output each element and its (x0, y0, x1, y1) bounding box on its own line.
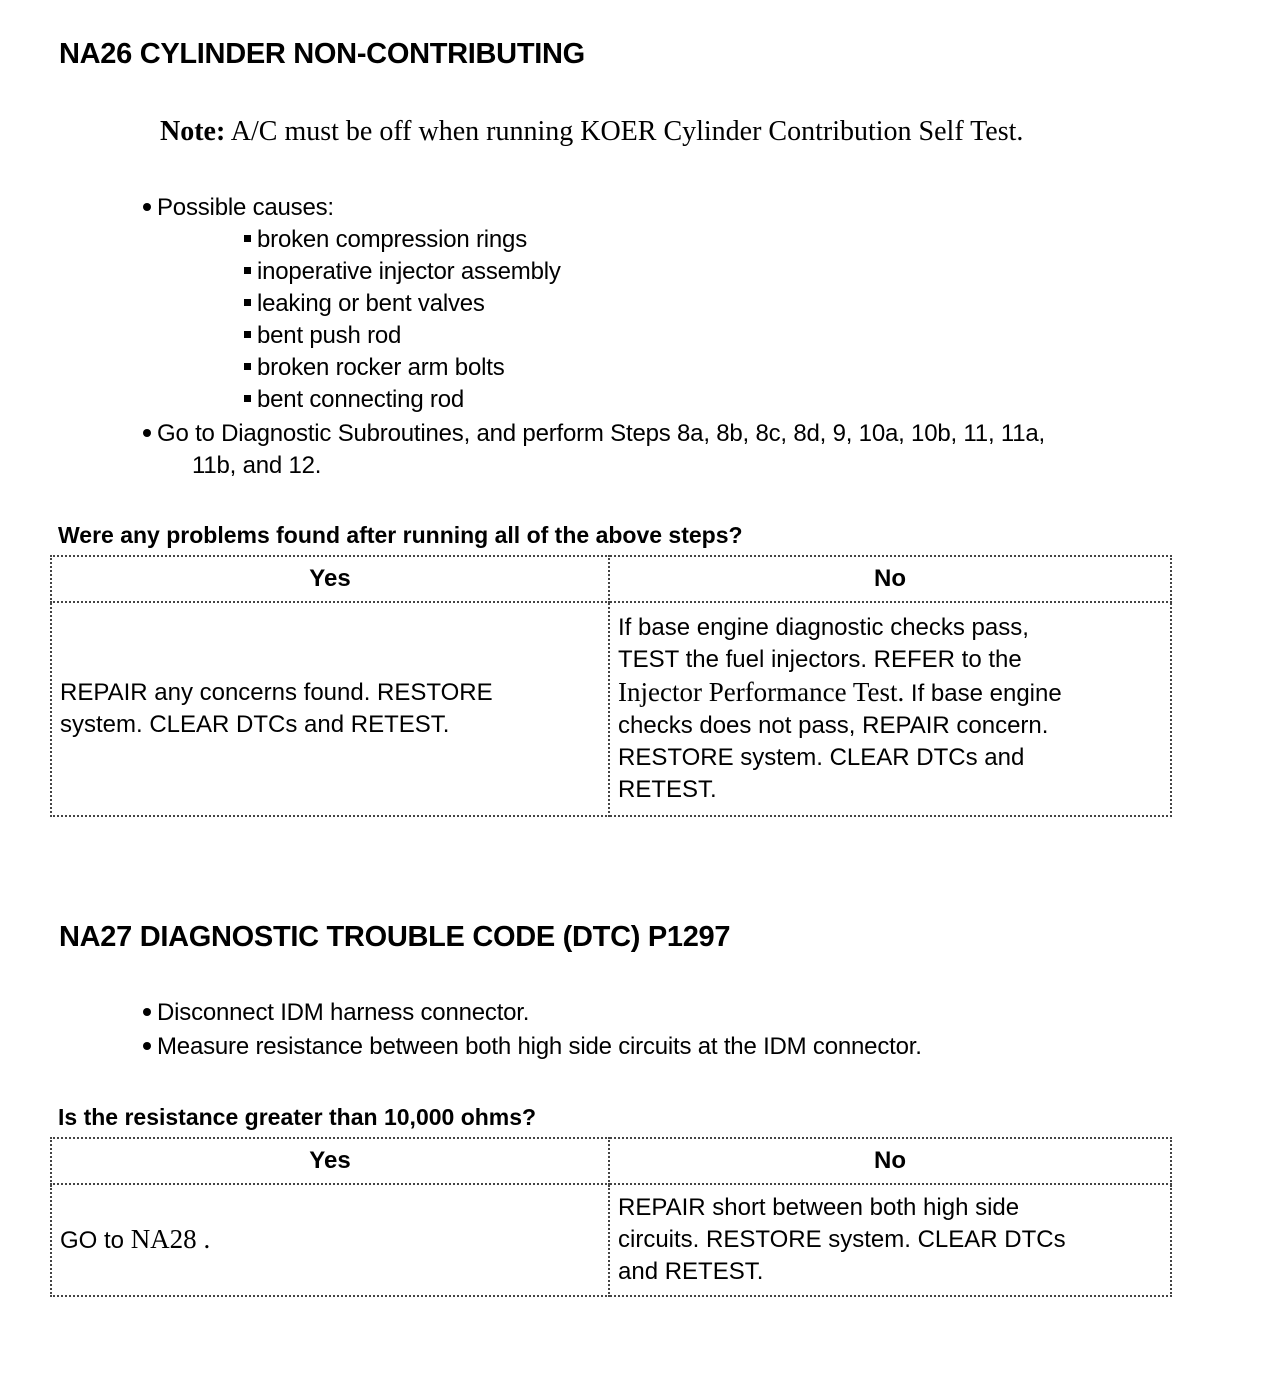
injector-performance-test-link[interactable]: Injector Performance Test. (618, 677, 905, 707)
no-cell: REPAIR short between both high side circuits. RESTORE system. CLEAR DTCs and RETEST. (609, 1184, 1171, 1296)
yes-cell: REPAIR any concerns found. RESTORE system. CLEAR DTCs and RETEST. (51, 602, 609, 816)
list-item-diagnostic-subroutines: Go to Diagnostic Subroutines, and perform Steps 8a, 8b, 8c, 8d, 9, 10a, 10b, 11, 11a, (143, 418, 1045, 450)
bullet-icon (143, 429, 151, 437)
list-item: broken compression rings (244, 224, 561, 256)
square-bullet-icon (244, 267, 251, 274)
list-item: Measure resistance between both high side circuits at the IDM connector. (143, 1031, 922, 1063)
bullet-icon (143, 203, 151, 211)
list-item: broken rocker arm bolts (244, 352, 561, 384)
square-bullet-icon (244, 331, 251, 338)
causes-list (244, 224, 561, 416)
square-bullet-icon (244, 395, 251, 402)
list-item: Disconnect IDM harness connector. (143, 997, 529, 1029)
square-bullet-icon (244, 235, 251, 242)
list-item: bent push rod (244, 320, 561, 352)
column-header-yes: Yes (51, 556, 609, 602)
note (160, 118, 1023, 146)
bullet-icon (143, 1042, 151, 1050)
list-item: bent connecting rod (244, 384, 561, 416)
square-bullet-icon (244, 363, 251, 370)
question-na26: Were any problems found after running all of the above steps? (58, 522, 743, 548)
yes-cell: GO to NA28 . (51, 1184, 609, 1296)
column-header-yes: Yes (51, 1138, 609, 1184)
question-na27: Is the resistance greater than 10,000 ohms? (58, 1104, 537, 1130)
note-label: Note: (160, 116, 226, 147)
decision-table-na27 (50, 1137, 1172, 1297)
na28-link[interactable]: NA28 (130, 1224, 197, 1254)
section-title-na26: NA26 CYLINDER NON-CONTRIBUTING (59, 38, 585, 70)
decision-table-na26 (50, 555, 1172, 817)
list-item-possible-causes: Possible causes: (143, 192, 334, 224)
column-header-no: No (609, 556, 1171, 602)
square-bullet-icon (244, 299, 251, 306)
list-item-continuation: 11b, and 12. (192, 452, 322, 479)
bullet-icon (143, 1008, 151, 1016)
list-item: leaking or bent valves (244, 288, 561, 320)
section-title-na27: NA27 DIAGNOSTIC TROUBLE CODE (DTC) P1297 (59, 921, 731, 953)
column-header-no: No (609, 1138, 1171, 1184)
note-text: A/C must be off when running KOER Cylinder Contribution Self Test. (230, 116, 1024, 147)
no-cell: If base engine diagnostic checks pass, TEST the fuel injectors. REFER to the Injector Performance Test. If base engine checks does not pass, REPAIR concern. RESTORE system. CLEAR DTCs and RETEST. (609, 602, 1171, 816)
list-item: inoperative injector assembly (244, 256, 561, 288)
